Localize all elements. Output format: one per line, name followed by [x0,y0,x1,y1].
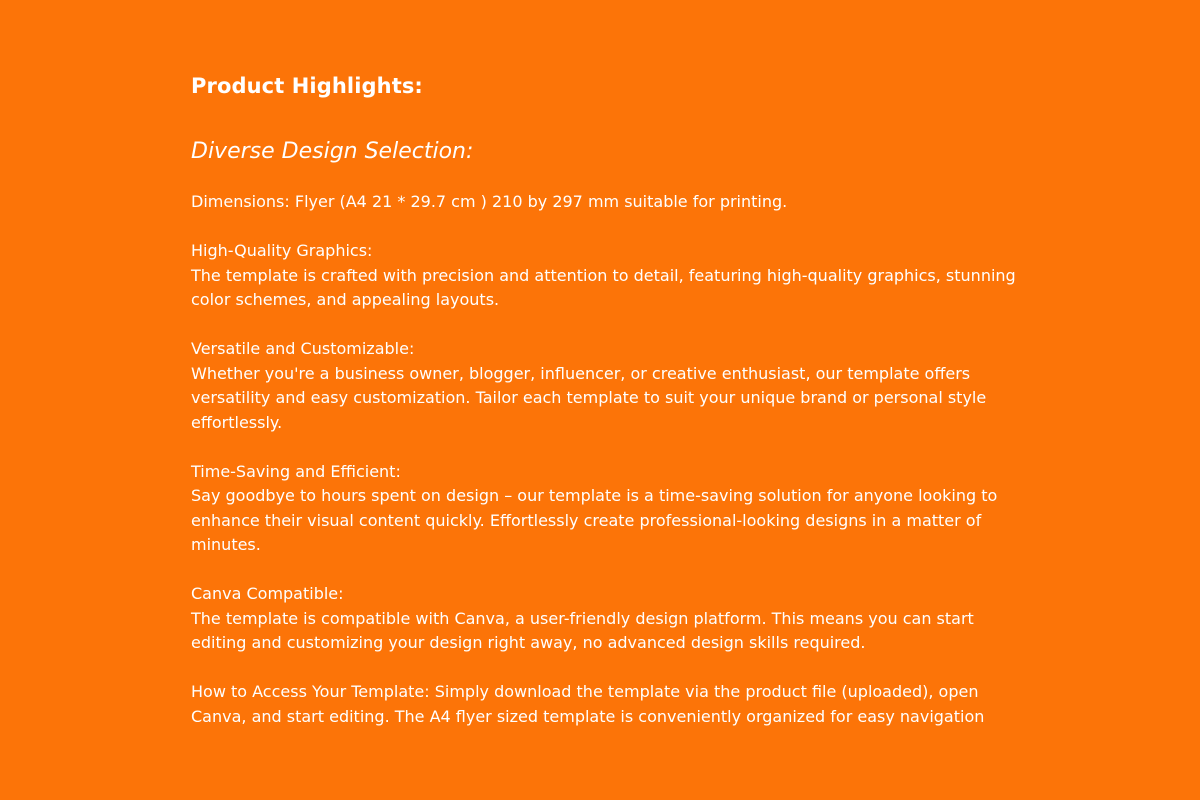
section-heading: Versatile and Customizable: [191,339,415,358]
section-versatile-customizable [191,337,1021,435]
section-text: Say goodbye to hours spent on design – our template is a time-saving solution for anyone looking to enhance their visual content quickly. Effortlessly create professional-looking designs in a matter of minutes. [191,486,998,554]
page-subtitle: Diverse Design Selection: [191,139,474,164]
access-instructions: How to Access Your Template: Simply download the template via the product file (uploaded), open Canva, and start editing. The A4 flyer sized template is conveniently organized for easy navigation [191,682,985,726]
dimensions-text: Dimensions: Flyer (A4 21 * 29.7 cm ) 210 by 297 mm suitable for printing. [191,192,788,211]
content-block [191,70,1021,729]
section-canva-compatible [191,582,1021,656]
section-high-quality-graphics [191,239,1021,313]
section-heading: High-Quality Graphics: [191,241,373,260]
section-text: The template is crafted with precision and attention to detail, featuring high-quality graphics, stunning color schemes, and appealing layouts. [191,265,1016,309]
section-heading: Canva Compatible: [191,584,344,603]
section-time-saving [191,460,1021,558]
section-text: The template is compatible with Canva, a user-friendly design platform. This means you can start editing and customizing your design right away, no advanced design skills required. [191,608,974,652]
section-text: Whether you're a business owner, blogger, influencer, or creative enthusiast, our template offers versatility and easy customization. Tailor each template to suit your unique brand or personal style effortlessly. [191,363,987,432]
section-heading: Time-Saving and Efficient: [191,461,401,481]
page-title: Product Highlights: [191,74,423,98]
